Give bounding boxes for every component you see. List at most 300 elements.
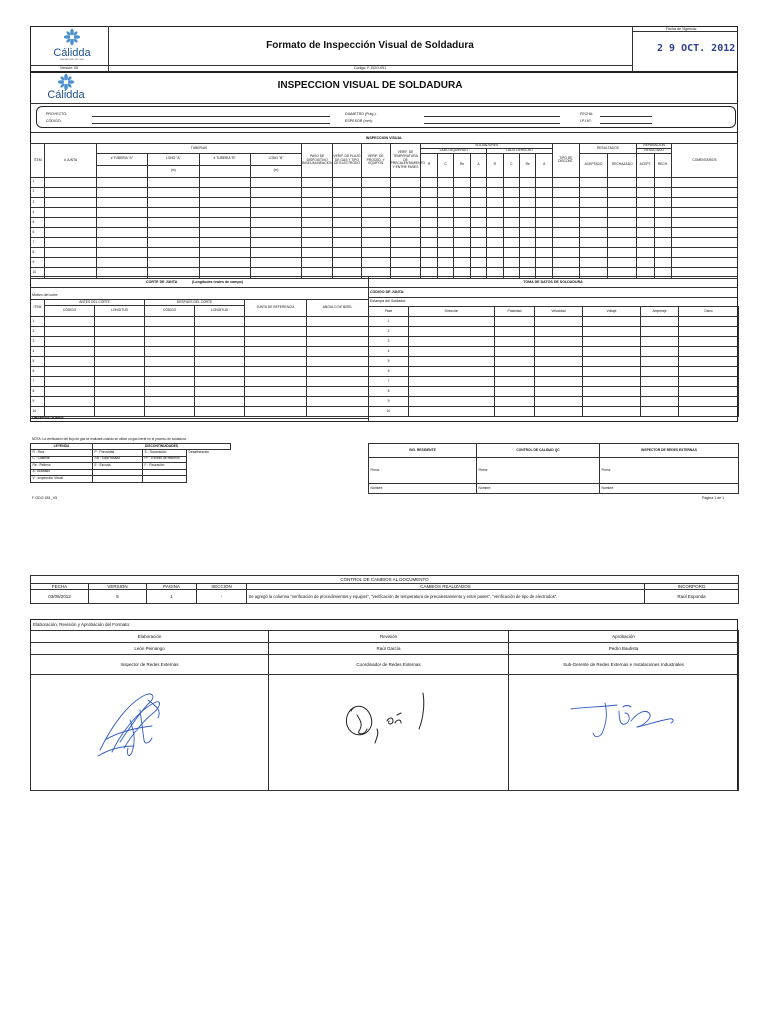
table-cell[interactable] [195, 387, 245, 397]
table-cell[interactable] [487, 217, 503, 227]
table-cell[interactable] [250, 258, 301, 268]
table-cell[interactable] [199, 238, 250, 248]
table-cell[interactable] [361, 248, 390, 258]
table-cell[interactable] [195, 397, 245, 407]
table-cell[interactable] [250, 207, 301, 217]
table-cell[interactable] [495, 367, 535, 377]
table-cell[interactable] [520, 207, 536, 217]
table-cell[interactable] [307, 317, 369, 327]
table-cell[interactable] [148, 187, 199, 197]
table-cell[interactable] [245, 327, 307, 337]
table-cell[interactable] [672, 258, 738, 268]
table-cell[interactable] [641, 337, 679, 347]
table-cell[interactable] [390, 217, 421, 227]
table-cell[interactable] [96, 258, 147, 268]
fecha-field[interactable] [600, 116, 652, 117]
table-cell[interactable] [95, 407, 145, 417]
table-cell[interactable] [437, 187, 453, 197]
table-cell[interactable] [307, 347, 369, 357]
table-cell[interactable] [579, 217, 608, 227]
table-cell[interactable] [361, 177, 390, 187]
table-cell[interactable] [641, 407, 679, 417]
table-cell[interactable] [454, 177, 470, 187]
table-cell[interactable] [654, 177, 671, 187]
table-cell[interactable] [535, 337, 583, 347]
table-cell[interactable] [579, 248, 608, 258]
table-cell[interactable] [454, 228, 470, 238]
table-cell[interactable] [672, 177, 738, 187]
table-cell[interactable] [487, 207, 503, 217]
table-cell[interactable] [520, 258, 536, 268]
table-cell[interactable] [45, 187, 96, 197]
table-cell[interactable] [148, 177, 199, 187]
table-cell[interactable] [361, 207, 390, 217]
table-cell[interactable] [608, 258, 637, 268]
table-cell[interactable] [552, 177, 579, 187]
table-cell[interactable] [641, 397, 679, 407]
table-cell[interactable] [641, 317, 679, 327]
table-cell[interactable] [535, 377, 583, 387]
table-cell[interactable] [454, 258, 470, 268]
table-cell[interactable] [503, 238, 519, 248]
table-cell[interactable] [454, 207, 470, 217]
table-cell[interactable] [679, 407, 739, 417]
table-cell[interactable] [145, 407, 195, 417]
table-cell[interactable] [579, 177, 608, 187]
table-cell[interactable] [641, 357, 679, 367]
table-cell[interactable] [45, 357, 95, 367]
table-cell[interactable] [148, 248, 199, 258]
table-cell[interactable] [579, 187, 608, 197]
table-cell[interactable] [679, 327, 739, 337]
table-cell[interactable] [45, 197, 96, 207]
table-cell[interactable] [307, 367, 369, 377]
table-cell[interactable] [302, 228, 333, 238]
table-cell[interactable] [145, 397, 195, 407]
table-cell[interactable] [608, 187, 637, 197]
table-cell[interactable] [552, 187, 579, 197]
table-cell[interactable] [95, 397, 145, 407]
table-cell[interactable] [637, 248, 654, 258]
table-cell[interactable] [250, 217, 301, 227]
table-cell[interactable] [361, 228, 390, 238]
table-cell[interactable] [454, 238, 470, 248]
table-cell[interactable] [552, 248, 579, 258]
table-cell[interactable] [583, 337, 641, 347]
table-cell[interactable] [333, 248, 362, 258]
table-cell[interactable] [45, 248, 96, 258]
table-cell[interactable] [250, 187, 301, 197]
table-cell[interactable] [583, 347, 641, 357]
diametro-field[interactable] [424, 116, 560, 117]
table-cell[interactable] [535, 347, 583, 357]
table-cell[interactable] [454, 248, 470, 258]
table-cell[interactable] [245, 387, 307, 397]
table-cell[interactable] [145, 337, 195, 347]
table-cell[interactable] [195, 407, 245, 417]
table-cell[interactable] [679, 387, 739, 397]
table-cell[interactable] [672, 187, 738, 197]
table-cell[interactable] [245, 377, 307, 387]
table-cell[interactable] [245, 397, 307, 407]
table-cell[interactable] [654, 197, 671, 207]
table-cell[interactable] [487, 248, 503, 258]
table-cell[interactable] [608, 248, 637, 258]
table-cell[interactable] [409, 327, 495, 337]
table-cell[interactable] [95, 347, 145, 357]
table-cell[interactable] [495, 337, 535, 347]
table-cell[interactable] [535, 317, 583, 327]
table-cell[interactable] [579, 228, 608, 238]
table-cell[interactable] [333, 228, 362, 238]
table-cell[interactable] [333, 238, 362, 248]
table-cell[interactable] [95, 337, 145, 347]
table-cell[interactable] [361, 238, 390, 248]
table-cell[interactable] [535, 407, 583, 417]
table-cell[interactable] [250, 228, 301, 238]
table-cell[interactable] [333, 187, 362, 197]
table-cell[interactable] [195, 347, 245, 357]
table-cell[interactable] [45, 207, 96, 217]
table-cell[interactable] [421, 217, 437, 227]
table-cell[interactable] [583, 357, 641, 367]
table-cell[interactable] [454, 187, 470, 197]
table-cell[interactable] [307, 377, 369, 387]
table-cell[interactable] [583, 327, 641, 337]
table-cell[interactable] [45, 367, 95, 377]
table-cell[interactable] [641, 377, 679, 387]
table-cell[interactable] [536, 258, 552, 268]
table-cell[interactable] [421, 187, 437, 197]
table-cell[interactable] [608, 197, 637, 207]
table-cell[interactable] [679, 357, 739, 367]
table-cell[interactable] [654, 228, 671, 238]
table-cell[interactable] [302, 207, 333, 217]
table-cell[interactable] [552, 238, 579, 248]
table-cell[interactable] [96, 217, 147, 227]
table-cell[interactable] [536, 228, 552, 238]
table-cell[interactable] [199, 177, 250, 187]
table-cell[interactable] [679, 367, 739, 377]
table-cell[interactable] [672, 197, 738, 207]
table-cell[interactable] [421, 258, 437, 268]
table-cell[interactable] [95, 317, 145, 327]
table-cell[interactable] [679, 377, 739, 387]
table-cell[interactable] [199, 248, 250, 258]
table-cell[interactable] [608, 228, 637, 238]
table-cell[interactable] [96, 177, 147, 187]
table-cell[interactable] [95, 377, 145, 387]
table-cell[interactable] [503, 187, 519, 197]
table-cell[interactable] [437, 228, 453, 238]
table-cell[interactable] [45, 217, 96, 227]
table-cell[interactable] [148, 197, 199, 207]
table-cell[interactable] [390, 258, 421, 268]
table-cell[interactable] [503, 258, 519, 268]
table-cell[interactable] [552, 197, 579, 207]
proyecto-field[interactable] [92, 116, 330, 117]
table-cell[interactable] [641, 387, 679, 397]
sig-firma-inspector[interactable]: Firma: [600, 458, 739, 484]
table-cell[interactable] [421, 238, 437, 248]
table-cell[interactable] [302, 187, 333, 197]
table-cell[interactable] [637, 217, 654, 227]
table-cell[interactable] [96, 228, 147, 238]
table-cell[interactable] [579, 197, 608, 207]
table-cell[interactable] [583, 317, 641, 327]
table-cell[interactable] [45, 317, 95, 327]
table-cell[interactable] [520, 238, 536, 248]
table-cell[interactable] [679, 317, 739, 327]
table-cell[interactable] [641, 327, 679, 337]
table-cell[interactable] [199, 217, 250, 227]
table-cell[interactable] [470, 177, 486, 187]
table-cell[interactable] [390, 197, 421, 207]
table-cell[interactable] [409, 387, 495, 397]
table-cell[interactable] [361, 217, 390, 227]
table-cell[interactable] [302, 197, 333, 207]
table-cell[interactable] [579, 238, 608, 248]
table-cell[interactable] [145, 377, 195, 387]
table-cell[interactable] [536, 217, 552, 227]
table-cell[interactable] [608, 177, 637, 187]
table-cell[interactable] [195, 367, 245, 377]
table-cell[interactable] [148, 258, 199, 268]
sig-nombre-residente[interactable]: Nombre: [369, 484, 477, 494]
table-cell[interactable] [672, 238, 738, 248]
table-cell[interactable] [637, 177, 654, 187]
table-cell[interactable] [470, 238, 486, 248]
table-cell[interactable] [307, 327, 369, 337]
table-cell[interactable] [437, 238, 453, 248]
table-cell[interactable] [470, 217, 486, 227]
table-cell[interactable] [195, 317, 245, 327]
table-cell[interactable] [45, 337, 95, 347]
table-cell[interactable] [637, 258, 654, 268]
table-cell[interactable] [390, 238, 421, 248]
table-cell[interactable] [536, 187, 552, 197]
table-cell[interactable] [409, 407, 495, 417]
table-cell[interactable] [333, 177, 362, 187]
table-cell[interactable] [637, 197, 654, 207]
table-cell[interactable] [250, 238, 301, 248]
table-cell[interactable] [421, 207, 437, 217]
table-cell[interactable] [470, 228, 486, 238]
table-cell[interactable] [672, 228, 738, 238]
table-cell[interactable] [96, 187, 147, 197]
table-cell[interactable] [654, 187, 671, 197]
ipi-field[interactable] [600, 123, 652, 124]
table-cell[interactable] [608, 207, 637, 217]
table-cell[interactable] [45, 377, 95, 387]
table-cell[interactable] [45, 228, 96, 238]
table-cell[interactable] [45, 387, 95, 397]
table-cell[interactable] [583, 367, 641, 377]
table-cell[interactable] [503, 228, 519, 238]
table-cell[interactable] [487, 197, 503, 207]
table-cell[interactable] [199, 258, 250, 268]
table-cell[interactable] [390, 177, 421, 187]
table-cell[interactable] [520, 177, 536, 187]
table-cell[interactable] [536, 207, 552, 217]
table-cell[interactable] [302, 258, 333, 268]
table-cell[interactable] [421, 197, 437, 207]
table-cell[interactable] [487, 228, 503, 238]
table-cell[interactable] [583, 387, 641, 397]
table-cell[interactable] [552, 217, 579, 227]
sig-firma-control[interactable]: Firma: [477, 458, 600, 484]
table-cell[interactable] [145, 387, 195, 397]
table-cell[interactable] [409, 357, 495, 367]
table-cell[interactable] [250, 177, 301, 187]
table-cell[interactable] [470, 258, 486, 268]
table-cell[interactable] [437, 177, 453, 187]
table-cell[interactable] [495, 397, 535, 407]
table-cell[interactable] [672, 207, 738, 217]
table-cell[interactable] [641, 347, 679, 357]
table-cell[interactable] [503, 207, 519, 217]
table-cell[interactable] [95, 387, 145, 397]
table-cell[interactable] [148, 207, 199, 217]
table-cell[interactable] [45, 347, 95, 357]
table-cell[interactable] [307, 407, 369, 417]
table-cell[interactable] [654, 248, 671, 258]
table-cell[interactable] [421, 248, 437, 258]
table-cell[interactable] [454, 217, 470, 227]
table-cell[interactable] [487, 187, 503, 197]
table-cell[interactable] [302, 238, 333, 248]
table-cell[interactable] [579, 207, 608, 217]
table-cell[interactable] [307, 337, 369, 347]
table-cell[interactable] [409, 377, 495, 387]
table-cell[interactable] [390, 187, 421, 197]
table-cell[interactable] [148, 217, 199, 227]
table-cell[interactable] [409, 337, 495, 347]
table-cell[interactable] [470, 187, 486, 197]
table-cell[interactable] [579, 258, 608, 268]
table-cell[interactable] [637, 187, 654, 197]
table-cell[interactable] [409, 317, 495, 327]
table-cell[interactable] [495, 407, 535, 417]
table-cell[interactable] [487, 177, 503, 187]
table-cell[interactable] [535, 387, 583, 397]
table-cell[interactable] [535, 327, 583, 337]
table-cell[interactable] [409, 347, 495, 357]
table-cell[interactable] [637, 228, 654, 238]
table-cell[interactable] [679, 337, 739, 347]
table-cell[interactable] [307, 397, 369, 407]
table-cell[interactable] [437, 207, 453, 217]
table-cell[interactable] [95, 327, 145, 337]
table-cell[interactable] [503, 248, 519, 258]
table-cell[interactable] [495, 327, 535, 337]
table-cell[interactable] [454, 197, 470, 207]
table-cell[interactable] [307, 357, 369, 367]
table-cell[interactable] [583, 377, 641, 387]
table-cell[interactable] [470, 197, 486, 207]
table-cell[interactable] [520, 248, 536, 258]
table-cell[interactable] [495, 357, 535, 367]
table-cell[interactable] [199, 207, 250, 217]
table-cell[interactable] [552, 228, 579, 238]
table-cell[interactable] [333, 217, 362, 227]
table-cell[interactable] [495, 347, 535, 357]
table-cell[interactable] [45, 258, 96, 268]
table-cell[interactable] [145, 327, 195, 337]
table-cell[interactable] [145, 317, 195, 327]
table-cell[interactable] [302, 217, 333, 227]
table-cell[interactable] [409, 367, 495, 377]
table-cell[interactable] [245, 337, 307, 347]
table-cell[interactable] [95, 367, 145, 377]
table-cell[interactable] [536, 248, 552, 258]
table-cell[interactable] [45, 327, 95, 337]
table-cell[interactable] [245, 317, 307, 327]
sig-nombre-control[interactable]: Nombre: [477, 484, 600, 494]
table-cell[interactable] [195, 337, 245, 347]
table-cell[interactable] [437, 197, 453, 207]
table-cell[interactable] [437, 217, 453, 227]
table-cell[interactable] [608, 238, 637, 248]
table-cell[interactable] [536, 238, 552, 248]
table-cell[interactable] [45, 238, 96, 248]
table-cell[interactable] [583, 407, 641, 417]
table-cell[interactable] [672, 217, 738, 227]
table-cell[interactable] [199, 197, 250, 207]
table-cell[interactable] [421, 228, 437, 238]
table-cell[interactable] [503, 177, 519, 187]
table-cell[interactable] [608, 217, 637, 227]
table-cell[interactable] [145, 367, 195, 377]
table-cell[interactable] [520, 228, 536, 238]
table-cell[interactable] [307, 387, 369, 397]
table-cell[interactable] [195, 357, 245, 367]
table-cell[interactable] [470, 248, 486, 258]
table-cell[interactable] [535, 397, 583, 407]
table-cell[interactable] [503, 197, 519, 207]
table-cell[interactable] [637, 238, 654, 248]
table-cell[interactable] [302, 248, 333, 258]
table-cell[interactable] [637, 207, 654, 217]
table-cell[interactable] [145, 357, 195, 367]
table-cell[interactable] [96, 248, 147, 258]
table-cell[interactable] [437, 258, 453, 268]
table-cell[interactable] [520, 197, 536, 207]
table-cell[interactable] [487, 258, 503, 268]
table-cell[interactable] [96, 197, 147, 207]
table-cell[interactable] [245, 357, 307, 367]
table-cell[interactable] [495, 387, 535, 397]
table-cell[interactable] [536, 177, 552, 187]
table-cell[interactable] [495, 317, 535, 327]
table-cell[interactable] [654, 207, 671, 217]
table-cell[interactable] [45, 397, 95, 407]
table-cell[interactable] [145, 347, 195, 357]
table-cell[interactable] [641, 367, 679, 377]
table-cell[interactable] [503, 217, 519, 227]
table-cell[interactable] [552, 258, 579, 268]
table-cell[interactable] [672, 248, 738, 258]
table-cell[interactable] [552, 207, 579, 217]
table-cell[interactable] [96, 207, 147, 217]
table-cell[interactable] [333, 258, 362, 268]
table-cell[interactable] [148, 228, 199, 238]
table-cell[interactable] [409, 397, 495, 407]
table-cell[interactable] [390, 228, 421, 238]
sig-firma-residente[interactable]: Firma: [369, 458, 477, 484]
table-cell[interactable] [361, 197, 390, 207]
table-cell[interactable] [536, 197, 552, 207]
